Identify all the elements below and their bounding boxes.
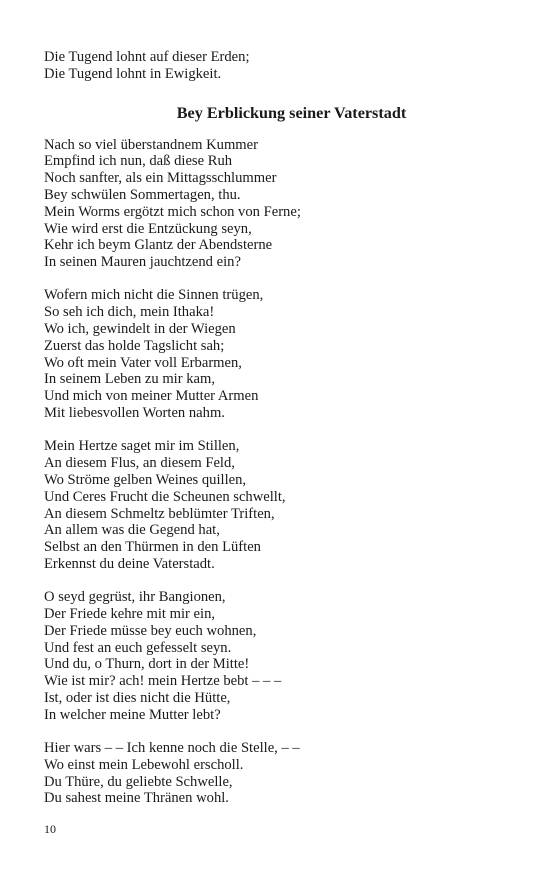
stanza xyxy=(44,438,514,572)
verse-line: Empfind ich nun, daß diese Ruh xyxy=(44,153,233,170)
verse-line: Und du, o Thurn, dort in der Mitte! xyxy=(44,656,250,673)
verse-line: Selbst an den Thürmen in den Lüften xyxy=(44,539,261,556)
verse-line: O seyd gegrüst, ihr Bangionen, xyxy=(44,589,226,606)
verse-line: In welcher meine Mutter lebt? xyxy=(44,706,221,723)
verse-line: Wie wird erst die Entzückung seyn, xyxy=(44,220,252,237)
stanza xyxy=(44,740,514,807)
stanza xyxy=(44,137,514,271)
verse-line: So seh ich dich, mein Ithaka! xyxy=(44,304,215,321)
verse-line: Du Thüre, du geliebte Schwelle, xyxy=(44,773,233,790)
verse-line: Hier wars – – Ich kenne noch die Stelle, – – xyxy=(44,740,300,757)
verse-line: Der Friede kehre mit mir ein, xyxy=(44,606,216,623)
verse-line: Und Ceres Frucht die Scheunen schwellt, xyxy=(44,488,286,505)
verse-line: Bey schwülen Sommertagen, thu. xyxy=(44,186,241,203)
verse-line: Der Friede müsse bey euch wohnen, xyxy=(44,622,257,639)
verse-line: Zuerst das holde Tagslicht sah; xyxy=(44,337,225,354)
verse-line: Ist, oder ist dies nicht die Hütte, xyxy=(44,690,231,706)
verse-line: Mein Hertze saget mir im Stillen, xyxy=(44,438,240,455)
verse-line: Wo einst mein Lebewohl erscholl. xyxy=(44,756,244,773)
verse-line: Mit liebesvollen Worten nahm. xyxy=(44,405,225,422)
verse-line: Und mich von meiner Mutter Armen xyxy=(44,388,259,405)
verse-line: Wo oft mein Vater voll Erbarmen, xyxy=(44,354,242,371)
lead-stanza xyxy=(44,49,514,83)
poem-title: Bey Erblickung seiner Vaterstadt xyxy=(176,103,407,122)
page-number: 10 xyxy=(44,822,56,836)
stanza xyxy=(44,287,514,421)
verse-line: Wie ist mir? ach! mein Hertze bebt – – – xyxy=(44,673,282,690)
verse-line: Wo Ströme gelben Weines quillen, xyxy=(44,471,247,488)
verse-line: An diesem Flus, an diesem Feld, xyxy=(44,455,235,472)
verse-line: Noch sanfter, als ein Mittagsschlummer xyxy=(44,170,277,187)
verse-line: Erkennst du deine Vaterstadt. xyxy=(44,555,215,572)
verse-line: An diesem Schmeltz beblümter Triften, xyxy=(44,505,275,522)
stanza xyxy=(44,589,514,723)
page-body xyxy=(44,49,514,824)
verse-line: An allem was die Gegend hat, xyxy=(44,522,220,539)
verse-line: Mein Worms ergötzt mich schon von Ferne; xyxy=(44,203,301,220)
verse-line: Wo ich, gewindelt in der Wiegen xyxy=(44,321,236,338)
verse-line: Nach so viel überstandnem Kummer xyxy=(44,136,258,153)
verse-line: In seinen Mauren jauchtzend ein? xyxy=(44,254,241,271)
verse-line: Wofern mich nicht die Sinnen trügen, xyxy=(44,287,264,304)
verse-line: Kehr ich beym Glantz der Abendsterne xyxy=(44,237,273,254)
verse-line: Und fest an euch gefesselt seyn. xyxy=(44,639,232,656)
verse-line: Du sahest meine Thränen wohl. xyxy=(44,790,229,807)
verse-line: Die Tugend lohnt in Ewigkeit. xyxy=(44,65,222,82)
verse-line: In seinem Leben zu mir kam, xyxy=(44,371,216,388)
verse-line: Die Tugend lohnt auf dieser Erden; xyxy=(44,49,250,65)
